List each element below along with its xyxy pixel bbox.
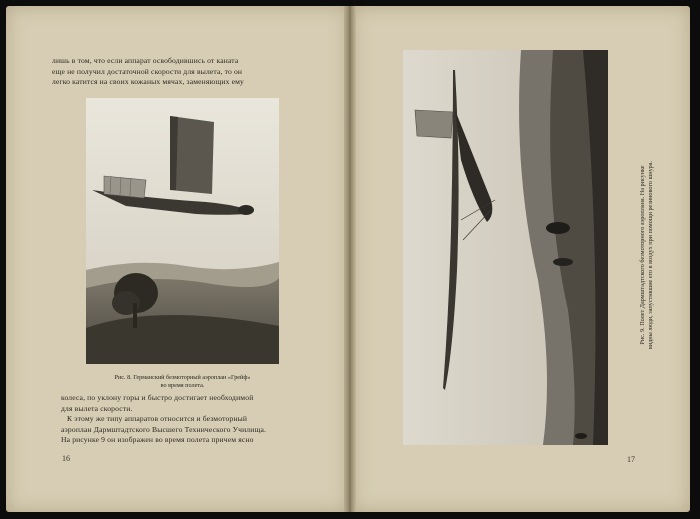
left-bottom-paragraph xyxy=(61,393,311,446)
text-line: для вылета скорости. xyxy=(61,403,133,413)
text-line: колеса, по уклону горы и быстро достигает необходимой xyxy=(61,393,254,402)
text-line: аэроплан Дармштадтского Высшего Технического Училища. xyxy=(61,424,267,434)
glider-photo-fig8 xyxy=(86,98,279,364)
caption-line: видны люди, запустившие его в воздух при помощи резинового шнура. xyxy=(647,160,654,350)
text-line: легко катится на своих кожаных мячах, заменяющих ему xyxy=(52,77,244,87)
figure-9-caption xyxy=(623,125,654,385)
text-line: К этому же типу аппаратов относится и безмоторный xyxy=(67,414,248,424)
text-line: еще не получил достаточной скорости для вылета, то он xyxy=(52,66,243,76)
glider-greif-illustration xyxy=(86,98,279,364)
glider-photo-fig9 xyxy=(403,50,608,445)
text-line: лишь в том, что если аппарат освободившись от каната xyxy=(52,56,239,65)
left-top-paragraph xyxy=(52,56,312,88)
caption-line: Рис. 9. Полет Дармштадтского безмоторного аэроплана. На рисунке xyxy=(639,165,646,345)
page-number-left: 16 xyxy=(62,454,70,463)
page-number-right: 17 xyxy=(627,455,635,464)
book-spine xyxy=(344,6,356,512)
figure-8-caption xyxy=(86,374,279,390)
caption-line: Рис. 8. Германский безмоторный аэроплан «Грейф» xyxy=(114,374,251,381)
text-line: На рисунке 9 он изображен во время полета причем ясно xyxy=(61,435,254,445)
darmstadt-glider-illustration xyxy=(403,50,608,445)
caption-line: во время полета. xyxy=(160,382,205,389)
